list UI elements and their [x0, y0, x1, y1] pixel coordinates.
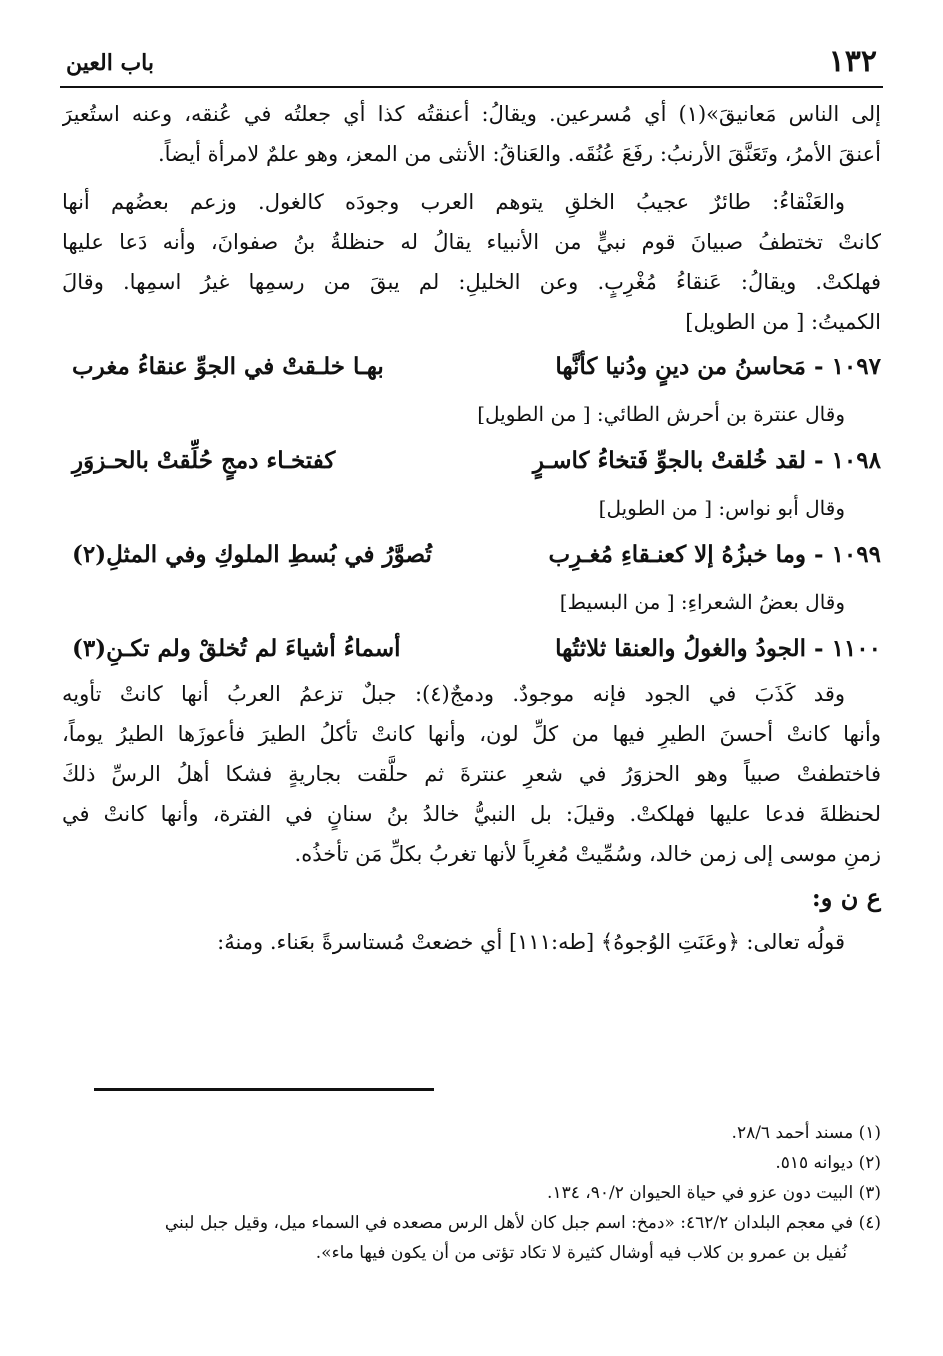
verse-first-hemistich: ١١٠٠ - الجودُ والغولُ والعنقا ثلاثتُها [555, 635, 881, 662]
page-number: ١٣٢ [828, 44, 877, 79]
footnote-divider [94, 1088, 434, 1091]
text-line: الكميتُ: [ من الطويل] [685, 310, 881, 334]
chapter-title: باب العين [66, 50, 155, 76]
main-text [62, 94, 881, 962]
footnote: (١) مسند أحمد ٢٨/٦. [731, 1123, 881, 1143]
poet-attribution: وقال عنترة بن أحرش الطائي: [ من الطويل] [477, 402, 845, 426]
footnotes [62, 1118, 881, 1268]
verse-first-hemistich: ١٠٩٨ - لقد خُلقتْ بالجوِّ فَتخاءُ كاسـرٍ [532, 447, 881, 474]
verse-first-hemistich: ١٠٩٩ - وما خبزُهُ إلا كعنـقاءِ مُغـرِب [548, 541, 881, 568]
footnote: (٣) البيت دون عزو في حياة الحيوان ٩٠/٢، ١٣٤. [547, 1183, 881, 1203]
footnote: (٤) في معجم البلدان ٤٦٢/٢: «دمخ: اسم جبل كان لأهل الرس مصعده في السماء ميل، وقيل جبل لبني [164, 1213, 881, 1233]
verse-second-hemistich: تُصوَّرُ في بُسطِ الملوكِ وفي المثلِ(٢) [72, 541, 432, 568]
verse-second-hemistich: أسماءُ أشياءَ لم تُخلقْ ولم تكـنِ(٣) [72, 635, 401, 662]
footnote-continuation: نُفيل بن عمرو بن كلاب فيه أوشال كثيرة لا تكاد تؤتى من أن يكون فيها ماء». [315, 1243, 847, 1263]
verse-second-hemistich: كفتخـاء دمجٍ حُلِّقتْ بالحـزوَرِ [72, 447, 336, 474]
text-line: إلى الناس مَعانيقَ»(١) أي مُسرعين. ويقالُ: أعنقتُه كذا أي جعلتُه في عُنقه، وعنه استُعيرَ [62, 102, 881, 126]
page-header [60, 30, 883, 88]
text-line: فهلكتْ. ويقالُ: عَنقاءُ مُغْرِبٍ. وعن الخليلِ: لم يبقَ من رسمِها غيرُ اسمِها. وقالَ [62, 270, 881, 294]
verse-1097 [62, 342, 881, 392]
text-line: كانتْ تختطفُ صبيانَ قوم نبيٍّ من الأنبياء يقالُ له حنظلةُ بنُ صفوانَ، وأنه دَعا عليها [62, 230, 881, 254]
text-line: فاختطفتْ صبياً وهو الحزوَرُ في شعرِ عنترةَ ثم حلَّقت بجاريةٍ فشكا أهلُ الرسِّ ذلكَ [62, 762, 881, 786]
root-heading: ع ن و: [811, 883, 881, 912]
verse-second-hemistich: بهـا خلـقتْ في الجوِّ عنقاءُ مغرب [72, 353, 384, 380]
text-line: لحنظلةَ فدعا عليها فهلكتْ. وقيلَ: بل النبيُّ خالدُ بنُ سنانٍ في الفترة، وأنها كانتْ في [62, 802, 881, 826]
text-line: وأنها كانتْ أحسنَ الطيرِ فيها من كلِّ لون، وأنها كانتْ تأكلُ الطيرَ فأعوزَها الطيرُ يوماً، [62, 722, 881, 746]
verse-1099 [62, 530, 881, 580]
poet-attribution: وقال أبو نواس: [ من الطويل] [598, 496, 845, 520]
verse-1098 [62, 436, 881, 486]
verse-1100 [62, 624, 881, 674]
text-line: والعَنْقاءُ: طائرٌ عجيبُ الخلقِ يتوهم العرب وجودَه كالغول. وزعم بعضُهم أنها [62, 190, 845, 214]
footnote: (٢) ديوانه ٥١٥. [775, 1153, 881, 1173]
poet-attribution: وقال بعضُ الشعراءِ: [ من البسيط] [559, 590, 845, 614]
verse-first-hemistich: ١٠٩٧ - مَحاسنُ من دينٍ ودُنيا كأنَّها [555, 353, 881, 380]
text-line: وقد كَذَبَ في الجود فإنه موجودٌ. ودمجٌ(٤): جبلٌ تزعمُ العربُ أنها كانتْ تأويه [62, 682, 845, 706]
text-line: زمنِ موسى إلى زمن خالد، وسُمِّيتْ مُغرِباً لأنها تغربُ بكلِّ مَن تأخذُه. [294, 842, 881, 866]
text-line: أعنقَ الأمرُ، وتَعَنَّقَ الأرنبُ: رفَعَ عُنُقَه. والعَناقُ: الأنثى من المعز، وهو علمٌ لامرأة أيضاً. [157, 142, 881, 166]
text-line: قولُه تعالى: ﴿وعَنَتِ الوُجوهُ﴾ [طه:١١١] أي خضعتْ مُستاسرةً بعَناء. ومنهُ: [217, 930, 845, 954]
